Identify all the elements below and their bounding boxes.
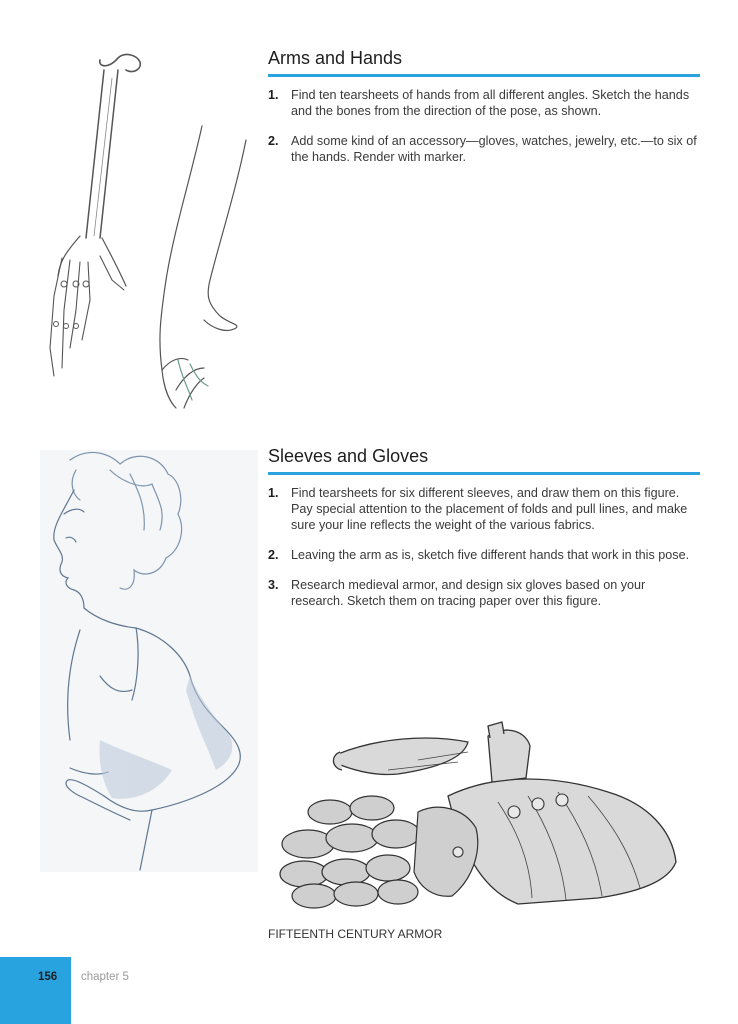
step-number: 2.: [268, 134, 279, 148]
hand-outline-illustration: [150, 120, 250, 410]
step-text: Find ten tearsheets of hands from all different angles. Sketch the hands and the bones from the direction of the pose, as shown.: [291, 88, 690, 118]
arms-and-hands-section: [268, 48, 700, 179]
list-item: [268, 577, 700, 609]
step-text: Add some kind of an accessory—gloves, watches, jewelry, etc.—to six of the hands. Render with marker.: [291, 134, 697, 164]
list-item: [268, 485, 700, 533]
sleeves-and-gloves-section: [268, 446, 700, 623]
page-number: 156: [38, 971, 58, 983]
section-heading: Sleeves and Gloves: [268, 446, 700, 475]
section-heading: Arms and Hands: [268, 48, 700, 77]
woman-figure-illustration: [40, 450, 258, 872]
step-text: Find tearsheets for six different sleeves, and draw them on this figure. Pay special attention to the placement of folds and pull lines, and make sure your line reflects the weight of the various fabrics.: [291, 486, 688, 532]
armor-gauntlet-illustration: [268, 712, 678, 916]
skeleton-arm-illustration: [40, 48, 150, 383]
step-list: [268, 87, 700, 165]
step-number: 3.: [268, 578, 279, 592]
list-item: [268, 87, 700, 119]
step-number: 1.: [268, 486, 279, 500]
step-text: Leaving the arm as is, sketch five different hands that work in this pose.: [291, 548, 690, 562]
step-number: 1.: [268, 88, 279, 102]
chapter-label: chapter 5: [81, 971, 129, 983]
step-number: 2.: [268, 548, 279, 562]
list-item: [268, 547, 700, 563]
figure-caption: FIFTEENTH CENTURY ARMOR: [268, 927, 443, 941]
step-text: Research medieval armor, and design six gloves based on your research. Sketch them on tracing paper over this figure.: [291, 578, 646, 608]
folio-block: [0, 957, 71, 1024]
list-item: [268, 133, 700, 165]
step-list: [268, 485, 700, 609]
